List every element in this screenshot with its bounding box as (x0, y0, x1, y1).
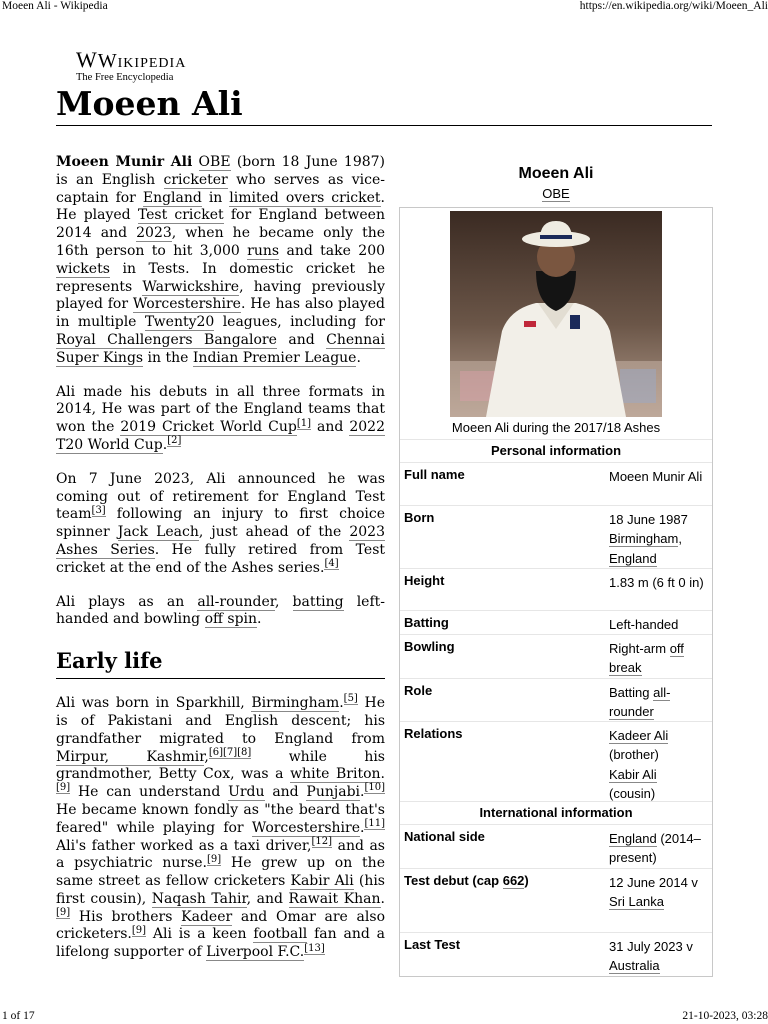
row-value: England (2014–present) (609, 831, 701, 866)
print-header (0, 0, 768, 16)
photo-caption: Moeen Ali during the 2017/18 Ashes (451, 420, 661, 435)
paragraph-early-life: Ali was born in Sparkhill, Birmingham.[5] He is of Pakistani and English descent; his grandfather migrated to England from Mirpur, Kashmir,[6][7][8] while his grandmother, Betty Cox, was a white Briton.[9] He can understand Urdu and Punjabi.[10] He became known fondly as "the beard that's feared" while playing for Worcestershire.[11] Ali's father worked as a taxi driver,[12] and as a psychiatric nurse.[9] He grew up on the same street as fellow cricketers Kabir Ali (his first cousin), Naqash Tahir, and Rawait Khan.[9] His brothers Kadeer and Omar are also cricketers.[9] Ali is a keen football fan and a lifelong supporter of Liverpool F.C.[13] (56, 693, 385, 961)
link-obe[interactable]: OBE (198, 154, 231, 170)
infobox (399, 207, 713, 977)
link-birmingham-infobox[interactable]: Birmingham (609, 531, 679, 547)
link-2023[interactable]: 2023 (136, 225, 172, 242)
row-value: 12 June 2014 v Sri Lanka (609, 875, 698, 910)
row-value: Moeen Munir Ali (609, 469, 703, 484)
link-2022-t20-world-cup[interactable]: 2022 T20 World Cup (56, 419, 385, 453)
infobox-row-relations (400, 721, 712, 802)
link-worcestershire[interactable]: Worcestershire (132, 296, 241, 313)
link-warwickshire[interactable]: Warwickshire (142, 278, 240, 295)
citation-11[interactable]: [11] (364, 818, 385, 830)
link-runs[interactable]: runs (247, 242, 280, 259)
row-label: Role (404, 683, 433, 698)
infobox-row-batting (400, 610, 712, 634)
paragraph-retirement: On 7 June 2023, Ali announced he was coming out of retirement for England Test team[3] following an injury to first choice spinner Jack Leach, just ahead of the 2023 Ashes Series. He fully retired from Test cricket at the end of the Ashes series.[4] (56, 470, 386, 576)
link-honorific-obe[interactable]: OBE (542, 186, 570, 201)
link-2023-ashes-series[interactable]: 2023 Ashes Series (56, 524, 385, 558)
page-title: Moeen Ali (56, 84, 243, 123)
row-label: Height (404, 573, 445, 588)
player-photo-image (450, 211, 662, 417)
link-england-infobox[interactable]: England (609, 550, 657, 566)
infobox-row-last-test (400, 932, 712, 976)
citation-3[interactable]: [3] (91, 504, 106, 516)
subject-name: Moeen Munir Ali (56, 154, 193, 170)
link-twenty20[interactable]: Twenty20 (144, 314, 215, 331)
row-label: Born (404, 510, 435, 525)
link-white-briton[interactable]: white Briton (290, 766, 381, 783)
infobox-name: Moeen Ali (518, 165, 594, 182)
title-divider (56, 125, 712, 126)
article-body (56, 154, 385, 978)
row-label: Bowling (404, 639, 455, 654)
infobox-row-height (400, 568, 712, 610)
link-chennai-super-kings[interactable]: Chennai Super Kings (56, 331, 385, 366)
print-page-title: Moeen Ali - Wikipedia (2, 0, 108, 12)
link-indian-premier-league[interactable]: Indian Premier League (192, 349, 357, 366)
link-jack-leach[interactable]: Jack Leach (117, 524, 199, 541)
print-page-url: https://en.wikipedia.org/wiki/Moeen_Ali (579, 0, 768, 12)
lead-paragraph: Moeen Munir Ali OBE (born 18 June 1987) is an English cricketer who serves as vice-captain for England in limited overs cricket. He played Test cricket for England between 2014 and 2023, when he became only the 16th person to hit 3,000 runs and take 200 wickets in Tests. In domestic cricket he represents Warwickshire, having previously played for Worcestershire. He has also played in multiple Twenty20 leagues, including for Royal Challengers Bangalore and Chennai Super Kings in the Indian Premier League. (56, 154, 386, 366)
infobox-row-bowling (400, 634, 712, 678)
link-cap-662[interactable]: 662 (502, 873, 525, 888)
link-australia[interactable]: Australia (609, 958, 660, 974)
row-label: Full name (404, 467, 465, 482)
row-value: 31 July 2023 v Australia (609, 939, 693, 974)
link-all-rounder-infobox[interactable]: all-rounder (609, 685, 671, 720)
row-value: Left-handed (609, 617, 679, 632)
link-off-break[interactable]: off break (609, 641, 684, 676)
link-worcestershire-2[interactable]: Worcestershire (251, 819, 361, 836)
link-limited-overs-cricket[interactable]: limited overs cricket (229, 189, 381, 206)
link-cricketer[interactable]: cricketer (163, 171, 228, 188)
link-off-spin[interactable]: off spin (204, 611, 258, 628)
infobox-row-national-side (400, 824, 712, 868)
infobox-row-role (400, 678, 712, 721)
wikipedia-logo[interactable] (76, 47, 236, 84)
print-page-number: 1 of 17 (2, 1010, 35, 1022)
citation-1[interactable]: [1] (296, 417, 312, 429)
link-england-team[interactable]: England (609, 831, 657, 846)
citation-9d[interactable]: [9] (131, 924, 147, 936)
link-all-rounder[interactable]: all-rounder (197, 593, 275, 610)
paragraph-playing-style: Ali plays as an all-rounder, batting left-handed and bowling off spin. (56, 593, 385, 628)
link-royal-challengers-bangalore[interactable]: Royal Challengers Bangalore (56, 331, 277, 348)
infobox-row-born (400, 505, 712, 568)
player-photo[interactable] (450, 211, 662, 417)
print-footer (0, 1008, 768, 1024)
row-value: Kadeer Ali (brother) Kabir Ali (cousin) (609, 728, 669, 802)
wikipedia-wordmark: WWikipedia (76, 47, 187, 72)
infobox-row-test-debut (400, 868, 712, 932)
link-kabir-ali-infobox[interactable]: Kabir Ali (609, 766, 657, 782)
citation-5[interactable]: [5] (343, 693, 358, 705)
row-label: Test debut (cap 662) (404, 873, 529, 888)
link-2019-cricket-world-cup[interactable]: 2019 Cricket World Cup (120, 419, 297, 436)
link-birmingham[interactable]: Birmingham (251, 695, 340, 712)
link-urdu[interactable]: Urdu (228, 784, 265, 801)
link-kabir-ali[interactable]: Kabir Ali (290, 873, 354, 890)
row-value: 1.83 m (6 ft 0 in) (609, 575, 704, 590)
link-batting[interactable]: batting (292, 593, 344, 610)
citation-9c[interactable]: [9] (56, 907, 71, 919)
row-value: Right-arm off break (609, 641, 684, 676)
row-value: Batting all-rounder (609, 685, 671, 720)
infobox-honorific (400, 185, 712, 203)
citation-12[interactable]: [12] (311, 835, 333, 847)
infobox-caption (400, 163, 712, 203)
citation-4[interactable]: [4] (324, 558, 339, 570)
link-sri-lanka[interactable]: Sri Lanka (609, 894, 664, 910)
row-label: Relations (404, 726, 463, 741)
link-rawait-khan[interactable]: Rawait Khan (288, 890, 381, 907)
link-wickets[interactable]: wickets (56, 260, 110, 277)
citation-9b[interactable]: [9] (207, 853, 222, 865)
citation-13[interactable]: [13] (304, 942, 325, 954)
link-liverpool-fc[interactable]: Liverpool F.C. (206, 944, 305, 961)
citation-2[interactable]: [2] (167, 435, 182, 447)
link-mirpur-kashmir[interactable]: Mirpur, Kashmir (56, 748, 205, 765)
infobox-row-full-name (400, 462, 712, 505)
born-date: 18 June 1987 (609, 512, 688, 527)
print-timestamp: 21-10-2023, 03:28 (682, 1010, 768, 1022)
row-label: Last Test (404, 937, 461, 952)
row-label: National side (404, 829, 485, 844)
paragraph-debuts: Ali made his debuts in all three formats in 2014, He was part of the England teams that won the 2019 Cricket World Cup[1] and 2022 T20 World Cup.[2] (56, 383, 385, 453)
citation-6-7-8[interactable]: [6][7][8] (208, 746, 252, 758)
section-heading-early-life: Early life (56, 648, 163, 674)
link-kadeer[interactable]: Kadeer (181, 908, 233, 925)
wikipedia-tagline: The Free Encyclopedia (76, 72, 174, 83)
link-england[interactable]: England (142, 189, 202, 206)
link-naqash-tahir[interactable]: Naqash Tahir (151, 890, 247, 907)
row-label: Batting (404, 615, 449, 630)
link-punjabi[interactable]: Punjabi (306, 784, 361, 801)
citation-9[interactable]: [9] (56, 782, 71, 794)
section-divider (56, 678, 385, 679)
link-kadeer-ali[interactable]: Kadeer Ali (609, 728, 669, 743)
link-test-cricket[interactable]: Test cricket (137, 207, 224, 224)
row-value: 18 June 1987 Birmingham, England (609, 512, 688, 566)
citation-10[interactable]: [10] (364, 782, 385, 794)
infobox-header-international: International information (400, 801, 712, 824)
link-football[interactable]: football (253, 926, 308, 943)
infobox-header-personal: Personal information (400, 439, 712, 462)
